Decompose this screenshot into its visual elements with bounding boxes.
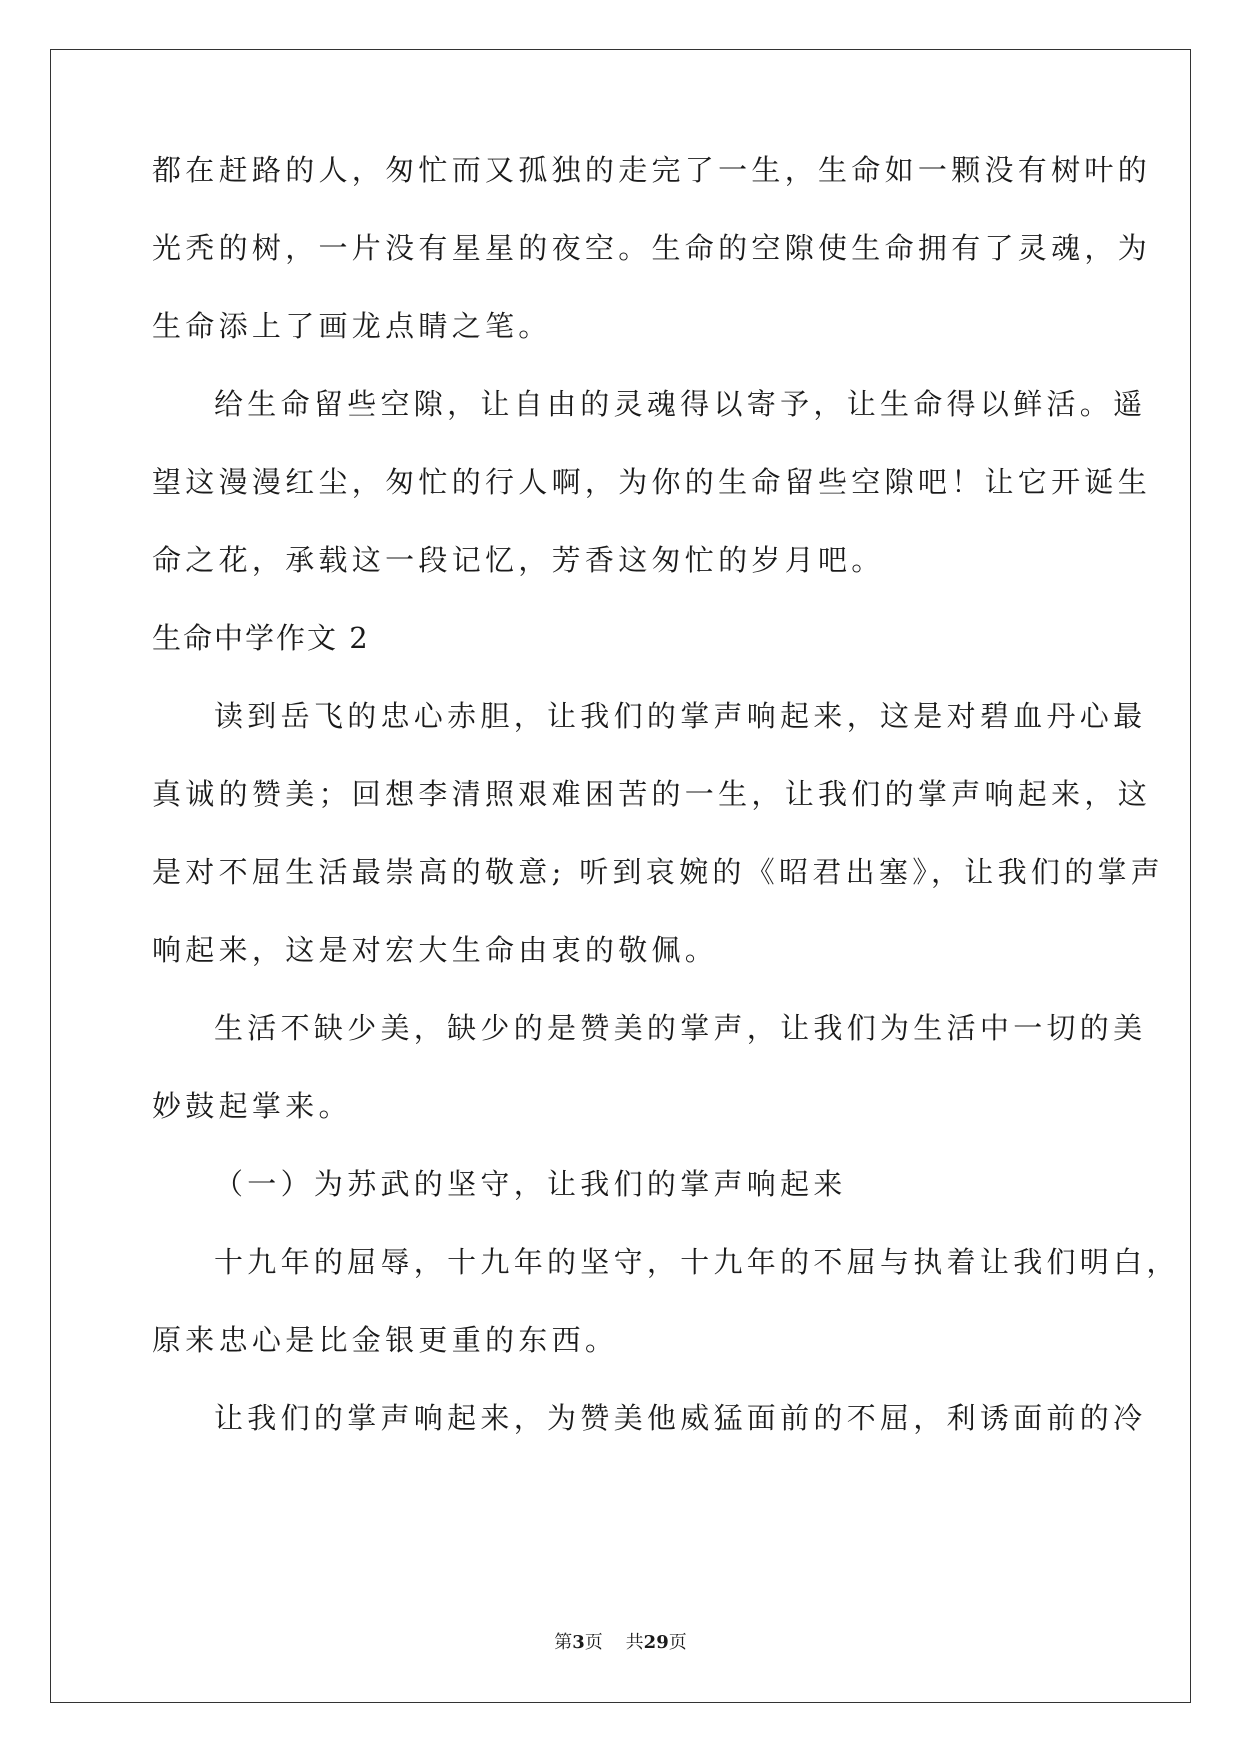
page-number: 3 — [572, 1632, 585, 1653]
paragraph-line: 光秃的树，一片没有星星的夜空。生命的空隙使生命拥有了灵魂，为 — [152, 231, 1152, 265]
paragraph-line: 命之花，承载这一段记忆，芳香这匆忙的岁月吧。 — [152, 543, 885, 577]
paragraph-line: 读到岳飞的忠心赤胆，让我们的掌声响起来，这是对碧血丹心最 — [214, 699, 1147, 733]
paragraph-line: 十九年的屈辱，十九年的坚守，十九年的不屈与执着让我们明白， — [214, 1245, 1180, 1279]
total-suffix: 页 — [668, 1632, 687, 1653]
paragraph-line: 妙鼓起掌来。 — [152, 1089, 352, 1123]
paragraph-line: 真诚的赞美；回想李清照艰难困苦的一生，让我们的掌声响起来，这 — [152, 777, 1152, 811]
total-pages: 29 — [643, 1632, 669, 1653]
paragraph-line: 是对不屈生活最崇高的敬意; 听到哀婉的《昭君出塞》，让我们的掌声 — [152, 855, 1165, 889]
page-footer — [0, 1631, 1241, 1655]
paragraph-line: 响起来，这是对宏大生命由衷的敬佩。 — [152, 933, 719, 967]
section-heading: 生命中学作文 2 — [152, 621, 370, 655]
paragraph-line: 原来忠心是比金银更重的东西。 — [152, 1323, 619, 1357]
paragraph-line: 望这漫漫红尘，匆忙的行人啊，为你的生命留些空隙吧！让它开诞生 — [152, 465, 1152, 499]
subheading-line: （一）为苏武的坚守，让我们的掌声响起来 — [214, 1167, 847, 1201]
paragraph-line: 让我们的掌声响起来，为赞美他威猛面前的不屈，利诱面前的冷 — [214, 1401, 1147, 1435]
paragraph-line: 生命添上了画龙点睛之笔。 — [152, 309, 552, 343]
page-prefix: 第 — [554, 1632, 573, 1653]
page-suffix: 页 — [584, 1632, 603, 1653]
paragraph-line: 给生命留些空隙，让自由的灵魂得以寄予，让生命得以鲜活。遥 — [214, 387, 1147, 421]
paragraph-line: 都在赶路的人，匆忙而又孤独的走完了一生，生命如一颗没有树叶的 — [152, 153, 1152, 187]
total-prefix: 共 — [625, 1632, 644, 1653]
paragraph-line: 生活不缺少美，缺少的是赞美的掌声，让我们为生活中一切的美 — [214, 1011, 1147, 1045]
